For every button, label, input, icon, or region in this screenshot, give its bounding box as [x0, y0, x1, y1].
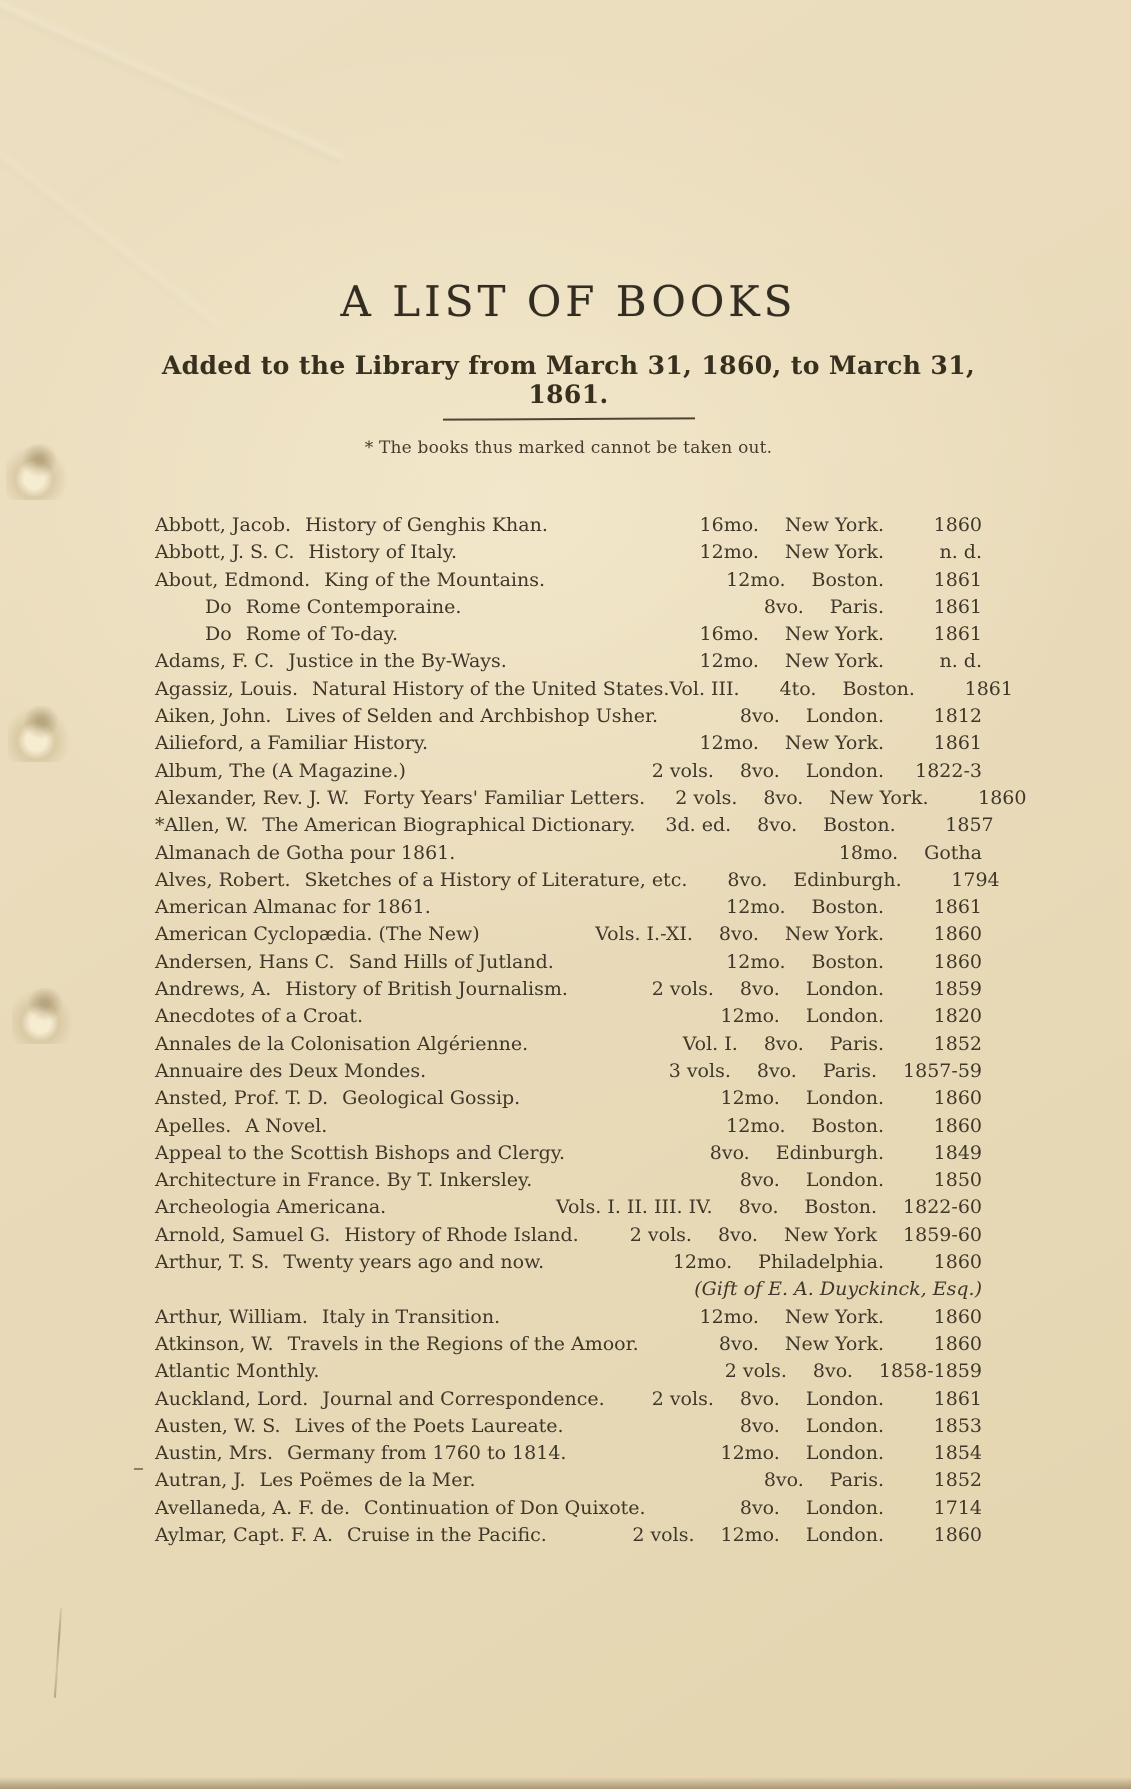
entry-year: 1854 [933, 1442, 982, 1465]
entry-format: 12mo. [699, 1305, 759, 1328]
entry-place: New York. [784, 1305, 884, 1328]
entry-year: 1860 [933, 514, 982, 536]
entry-format: 12mo. [699, 650, 759, 673]
entry-author: Alves, Robert. [155, 868, 291, 891]
list-item [155, 867, 1000, 894]
list-item [155, 1249, 982, 1276]
entry-format: 8vo. [739, 759, 780, 782]
entry-title: Lives of Selden and Archbishop Usher. [285, 705, 659, 728]
entry-year: 1812 [933, 705, 982, 728]
entry-place: London. [805, 1169, 884, 1192]
entry-place: London. [805, 1087, 884, 1110]
entry-year: 1860 [933, 1087, 982, 1110]
gift-note-row [155, 1276, 982, 1303]
entry-year: 1850 [933, 1169, 982, 1192]
entry-year: 1861 [933, 623, 982, 646]
entry-format: 8vo. [727, 868, 768, 891]
entry-author: Abbott, J. S. C. [155, 541, 295, 564]
entry-format: 12mo. [672, 1251, 733, 1274]
list-item [155, 1085, 982, 1112]
entry-author: About, Edmond. [155, 568, 311, 591]
entry-volumes: 2 vols. [651, 978, 714, 1001]
entry-year: 1857-59 [903, 1059, 982, 1082]
entry-place: London. [805, 1523, 884, 1546]
entry-year: 1852 [933, 1032, 982, 1055]
entry-title: History of Genghis Khan. [305, 514, 548, 536]
entry-title: American Almanac for 1861. [155, 896, 431, 919]
entry-year: 1860 [978, 786, 1027, 809]
entry-year: n. d. [939, 541, 982, 564]
book-list [155, 512, 1027, 1549]
entry-author: Arnold, Samuel G. [155, 1223, 331, 1246]
entry-place: New York. [784, 650, 884, 673]
entry-format: 12mo. [726, 1114, 786, 1137]
entry-title: Rome Contemporaine. [245, 595, 462, 618]
entry-author: Do [205, 595, 232, 618]
entry-year: 1860 [933, 1114, 982, 1137]
entry-place: London. [805, 1387, 884, 1410]
list-item [155, 676, 1013, 703]
entry-format: 8vo. [717, 1223, 758, 1246]
binding-hole [8, 706, 72, 762]
entry-title: Architecture in France. By T. Inkersley. [155, 1169, 533, 1192]
entry-format: 8vo. [718, 923, 759, 946]
list-item [155, 949, 982, 976]
entry-place: Paris. [822, 1059, 878, 1082]
entry-place: Boston. [842, 677, 915, 700]
list-item [155, 1331, 982, 1358]
entry-place: London. [805, 1414, 884, 1437]
entry-volumes: 2 vols. [629, 1223, 692, 1246]
list-item [155, 594, 982, 621]
entry-format: 8vo. [763, 786, 804, 809]
entry-place: New York. [784, 923, 884, 946]
entry-place: Edinburgh. [793, 868, 902, 891]
entry-place: New York [783, 1223, 878, 1246]
binding-hole [12, 988, 76, 1044]
entry-title: Appeal to the Scottish Bishops and Clergy. [155, 1141, 566, 1164]
entry-author: Abbott, Jacob. [155, 514, 292, 536]
entry-year: 1860 [933, 1305, 982, 1328]
entry-title: A Novel. [245, 1114, 328, 1137]
list-item [155, 758, 982, 785]
list-item [155, 621, 982, 648]
list-item [155, 1003, 982, 1030]
entry-format: 8vo. [757, 814, 798, 837]
entry-author: *Allen, W. [155, 814, 249, 837]
entry-year: 1794 [951, 868, 1000, 891]
entry-place: Edinburgh. [775, 1141, 884, 1164]
entry-year: 1861 [933, 732, 982, 755]
entry-format: 8vo. [738, 1196, 779, 1219]
entry-year: n. d. [939, 650, 982, 673]
entry-place: London. [805, 759, 884, 782]
entry-author: Atkinson, W. [155, 1332, 274, 1355]
entry-volumes: 2 vols. [632, 1523, 695, 1546]
entry-author: Andersen, Hans C. [155, 950, 335, 973]
entry-title: Les Poëmes de la Mer. [259, 1469, 476, 1492]
entry-title: History of British Journalism. [285, 978, 568, 1001]
list-item [155, 1113, 982, 1140]
entry-year: 1859-60 [903, 1223, 982, 1246]
entry-title: Sand Hills of Jutland. [348, 950, 554, 973]
printed-content [155, 0, 1027, 1789]
entry-author: Austen, W. S. [155, 1414, 281, 1437]
entry-format: 18mo. [838, 841, 899, 864]
entry-author: Ansted, Prof. T. D. [155, 1087, 329, 1110]
entry-author: Arthur, William. [155, 1305, 308, 1328]
list-item [155, 785, 1027, 812]
list-item [155, 1222, 982, 1249]
entry-year: 1852 [933, 1469, 982, 1492]
entry-title: Lives of the Poets Laureate. [294, 1414, 564, 1437]
list-item [155, 730, 982, 757]
entry-volumes: Vols. I.-XI. [595, 923, 693, 946]
list-item [155, 840, 982, 867]
entry-author: Arthur, T. S. [155, 1251, 270, 1274]
entry-year: 1849 [933, 1141, 982, 1164]
gift-note: (Gift of E. A. Duyckinck, Esq.) [694, 1278, 982, 1301]
entry-year: 1859 [933, 978, 982, 1001]
footnote-legend: * The books thus marked cannot be taken out. [364, 438, 773, 458]
entry-place: Boston. [811, 568, 884, 591]
entry-place: Paris. [829, 1469, 884, 1492]
entry-title: The American Biographical Dictionary. [262, 814, 636, 837]
list-item [155, 512, 982, 539]
entry-year: 1860 [933, 950, 982, 973]
entry-place: London. [805, 1005, 884, 1028]
entry-format: 4to. [779, 677, 817, 700]
entry-title: Annales de la Colonisation Algérienne. [155, 1032, 529, 1055]
entry-author: Aiken, John. [155, 705, 272, 728]
entry-format: 8vo. [763, 1469, 804, 1492]
entry-title: Natural History of the United States.Vol. III. [312, 677, 740, 700]
entry-year: 1861 [933, 595, 982, 618]
entry-format: 12mo. [720, 1442, 780, 1465]
entry-place: Boston. [811, 1114, 884, 1137]
entry-volumes: Vols. I. II. III. IV. [556, 1196, 713, 1219]
page-bottom-edge [0, 1777, 1131, 1789]
entry-place: London. [805, 705, 884, 728]
entry-place: New York. [784, 514, 884, 536]
list-item [155, 921, 982, 948]
entry-format: 12mo. [726, 950, 786, 973]
entry-author: Andrews, A. [155, 978, 272, 1001]
entry-author: Alexander, Rev. J. W. [155, 786, 350, 809]
entry-title: Ailieford, a Familiar History. [155, 732, 429, 755]
scratch-mark [54, 1608, 62, 1698]
entry-author: Austin, Mrs. [155, 1442, 274, 1465]
entry-title: Forty Years' Familiar Letters. [363, 786, 646, 809]
entry-place: London. [805, 978, 884, 1001]
entry-format: 8vo. [763, 595, 804, 618]
entry-place: London. [805, 1496, 884, 1519]
entry-volumes: 3d. ed. [665, 814, 732, 837]
entry-format: 12mo. [720, 1523, 780, 1546]
entry-place: New York. [784, 623, 884, 646]
entry-title: Album, The (A Magazine.) [155, 759, 406, 782]
entry-title: Almanach de Gotha pour 1861. [155, 841, 456, 864]
entry-author: Autran, J. [155, 1469, 246, 1492]
entry-year: 1714 [933, 1496, 982, 1519]
list-item [155, 1140, 982, 1167]
entry-title: History of Italy. [308, 541, 458, 564]
list-item [155, 1440, 982, 1467]
list-item [155, 703, 982, 730]
entry-author: Do [205, 623, 232, 646]
list-item [155, 1495, 982, 1522]
list-item [155, 1358, 982, 1385]
entry-format: 8vo. [739, 1414, 780, 1437]
list-item [155, 894, 982, 921]
entry-year: 1820 [933, 1005, 982, 1028]
binding-hole [6, 444, 70, 500]
list-item [155, 1386, 982, 1413]
list-item [155, 1058, 982, 1085]
entry-year: 1861 [933, 896, 982, 919]
entry-format: 8vo. [739, 1169, 780, 1192]
entry-format: 12mo. [699, 541, 759, 564]
entry-title: Cruise in the Pacific. [347, 1523, 547, 1546]
entry-title: Atlantic Monthly. [155, 1360, 320, 1383]
entry-format: 8vo. [718, 1332, 759, 1355]
entry-format: 8vo. [739, 1387, 780, 1410]
entry-author: Auckland, Lord. [155, 1387, 309, 1410]
entry-format: 12mo. [726, 896, 786, 919]
page-title: A LIST OF BOOKS [340, 277, 797, 326]
entry-place: New York. [784, 732, 884, 755]
entry-title: American Cyclopædia. (The New) [155, 923, 480, 946]
entry-title: History of Rhode Island. [344, 1223, 579, 1246]
entry-format: 8vo. [709, 1141, 750, 1164]
entry-volumes: 3 vols. [668, 1059, 731, 1082]
entry-author: Agassiz, Louis. [155, 677, 299, 700]
entry-year: 1860 [933, 1251, 982, 1274]
entry-year: 1822-3 [915, 759, 982, 782]
entry-title: Sketches of a History of Literature, etc. [304, 868, 688, 891]
entry-year: 1853 [933, 1414, 982, 1437]
entry-format: 8vo. [739, 1496, 780, 1519]
entry-place: Gotha [924, 841, 982, 864]
entry-volumes: 2 vols. [675, 786, 738, 809]
stray-mark [134, 1468, 143, 1470]
entry-place: New York. [784, 1332, 884, 1355]
entry-place: Philadelphia. [758, 1251, 884, 1274]
list-item [155, 567, 982, 594]
entry-format: 8vo. [739, 978, 780, 1001]
list-item [155, 1031, 982, 1058]
entry-place: New York. [784, 541, 884, 564]
entry-format: 8vo. [756, 1059, 797, 1082]
list-item [155, 1467, 982, 1494]
entry-year: 1857 [945, 814, 994, 837]
entry-title: Justice in the By-Ways. [288, 650, 507, 673]
entry-format: 16mo. [699, 623, 759, 646]
list-item [155, 648, 982, 675]
list-item [155, 976, 982, 1003]
entry-year: 1858-1859 [878, 1360, 982, 1383]
entry-author: Aylmar, Capt. F. A. [155, 1523, 333, 1546]
list-item [155, 1194, 982, 1221]
entry-title: Annuaire des Deux Mondes. [155, 1059, 427, 1082]
list-item [155, 1413, 982, 1440]
entry-format: 12mo. [720, 1087, 780, 1110]
entry-volumes: 2 vols. [651, 1387, 714, 1410]
entry-volumes: 2 vols. [651, 759, 714, 782]
entry-place: Paris. [829, 595, 884, 618]
entry-place: Paris. [829, 1032, 884, 1055]
entry-title: Rome of To-day. [245, 623, 399, 646]
entry-place: Boston. [811, 950, 884, 973]
entry-title: Archeologia Americana. [155, 1196, 387, 1219]
entry-format: 12mo. [699, 732, 759, 755]
entry-title: Geological Gossip. [342, 1087, 521, 1110]
entry-title: King of the Mountains. [324, 568, 546, 591]
entry-title: Anecdotes of a Croat. [155, 1005, 364, 1028]
entry-title: Twenty years ago and now. [283, 1251, 545, 1274]
entry-year: 1860 [933, 923, 982, 946]
entry-volumes: 2 vols. [724, 1360, 787, 1383]
entry-year: 1860 [933, 1523, 982, 1546]
entry-place: Boston. [804, 1196, 878, 1219]
entry-place: Boston. [811, 896, 884, 919]
entry-format: 12mo. [726, 568, 786, 591]
entry-title: Continuation of Don Quixote. [364, 1496, 646, 1519]
list-item [155, 1304, 982, 1331]
entry-year: 1861 [933, 568, 982, 591]
list-item [155, 1167, 982, 1194]
entry-author: Apelles. [155, 1114, 232, 1137]
entry-volumes: Vol. I. [682, 1032, 738, 1055]
divider-rule [442, 417, 694, 420]
entry-year: 1860 [933, 1332, 982, 1355]
page-subtitle: Added to the Library from March 31, 1860, to March 31, 1861. [161, 351, 976, 409]
entry-author: Adams, F. C. [155, 650, 275, 673]
entry-place: New York. [829, 786, 929, 809]
entry-place: Boston. [823, 814, 896, 837]
list-item [155, 812, 994, 839]
entry-format: 16mo. [699, 514, 759, 536]
list-item [155, 1522, 982, 1549]
entry-title: Travels in the Regions of the Amoor. [287, 1332, 639, 1355]
entry-format: 8vo. [812, 1360, 853, 1383]
entry-title: Italy in Transition. [321, 1305, 501, 1328]
entry-title: Germany from 1760 to 1814. [287, 1442, 567, 1465]
entry-format: 8vo. [739, 705, 780, 728]
list-item [155, 539, 982, 566]
entry-place: London. [805, 1442, 884, 1465]
entry-year: 1861 [933, 1387, 982, 1410]
entry-format: 8vo. [763, 1032, 804, 1055]
entry-format: 12mo. [720, 1005, 780, 1028]
entry-year: 1822-60 [903, 1196, 982, 1219]
entry-year: 1861 [964, 677, 1013, 700]
entry-title: Journal and Correspondence. [322, 1387, 605, 1410]
entry-author: Avellaneda, A. F. de. [155, 1496, 351, 1519]
